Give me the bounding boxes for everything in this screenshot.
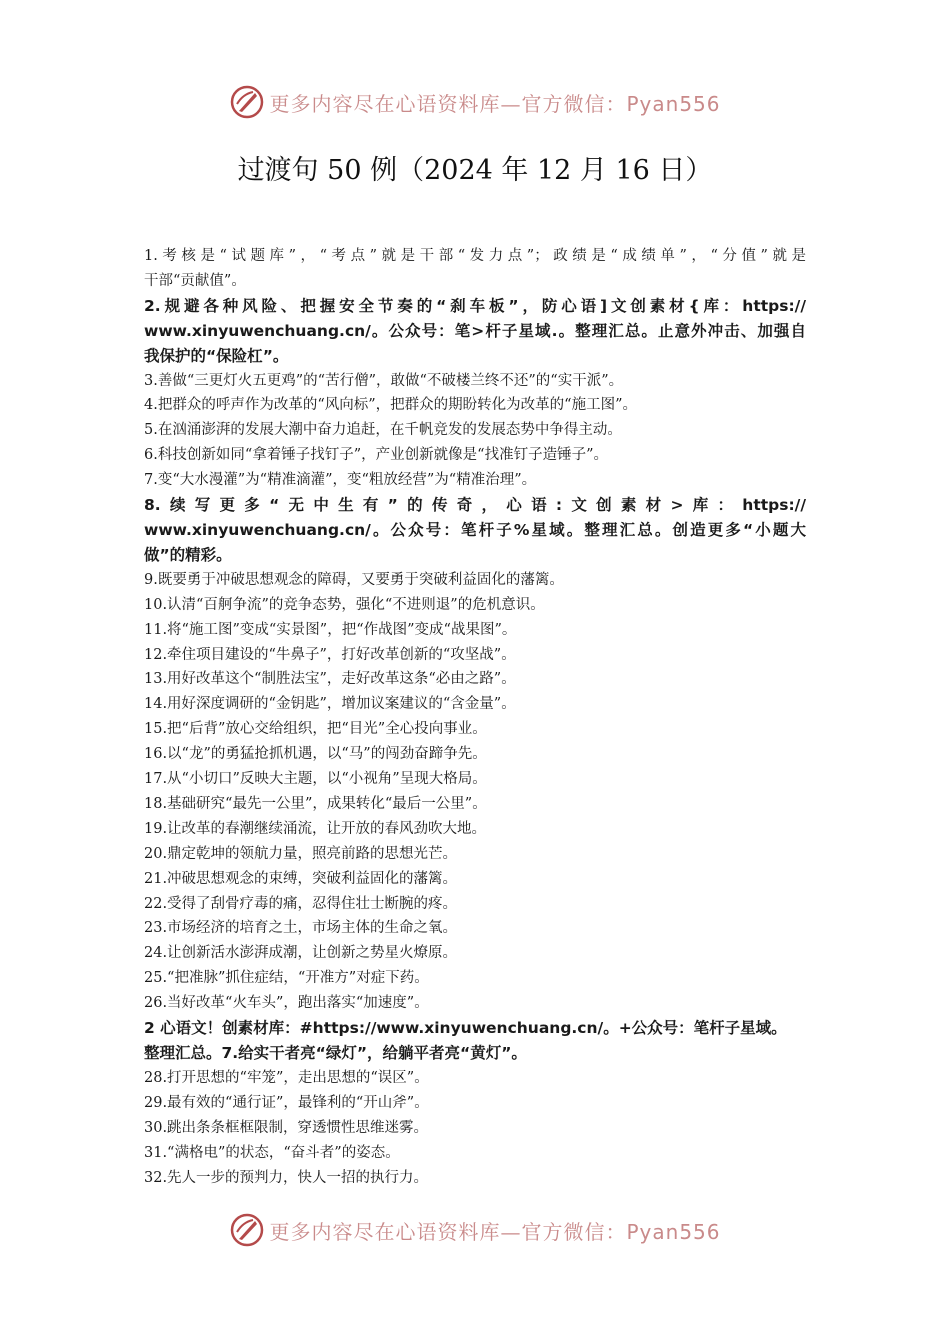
text-line: 11.将“施工图”变成“实景图”，把“作战图”变成“战果图”。 bbox=[144, 621, 517, 638]
text-line: 10.认清“百舸争流”的竞争态势，强化“不进则退”的危机意识。 bbox=[144, 596, 545, 613]
text-line: 8.续写更多“无中生有”的传奇，心语:文创素材>库：https:// bbox=[144, 496, 806, 515]
text-line: 5.在汹涌澎湃的发展大潮中奋力追赶，在千帆竞发的发展态势中争得主动。 bbox=[144, 422, 622, 439]
page-title: 过渡句 50 例（2024 年 12 月 16 日） bbox=[237, 155, 713, 186]
text-line: 23.市场经济的培育之土，市场主体的生命之氧。 bbox=[144, 920, 458, 937]
text-line: 2.规避各种风险、把握安全节奏的“刹车板”，防心语]文创素材{库：https:// bbox=[144, 296, 806, 315]
text-line: 2 心语文！创素材库：#https://www.xinyuwenchuang.cn/。+公众号：笔杆子星域。 bbox=[144, 1019, 787, 1038]
text-line: 32.先人一步的预判力，快人一招的执行力。 bbox=[144, 1169, 429, 1186]
document-body bbox=[144, 244, 806, 1190]
text-line: 20.鼎定乾坤的领航力量，照亮前路的思想光芒。 bbox=[144, 845, 458, 862]
footer-banner bbox=[0, 1210, 950, 1250]
text-line: 21.冲破思想观念的束缚，突破利益固化的藩篱。 bbox=[144, 870, 458, 887]
header-banner bbox=[0, 82, 950, 122]
text-line: 22.受得了刮骨疗毒的痛，忍得住壮士断腕的疼。 bbox=[144, 895, 458, 912]
text-line: 15.把“后背”放心交给组织，把“目光”全心投向事业。 bbox=[144, 721, 487, 738]
text-line: 1.考核是“试题库”，“考点”就是干部“发力点”；政绩是“成绩单”，“分值”就是 bbox=[144, 248, 806, 264]
text-line: 7.变“大水漫灌”为“精准滴灌”，变“粗放经营”为“精准治理”。 bbox=[144, 472, 537, 489]
text-line: 17.从“小切口”反映大主题，以“小视角”呈现大格局。 bbox=[144, 771, 487, 788]
text-line: 25.“把准脉”抓住症结，“开准方”对症下药。 bbox=[144, 970, 429, 987]
header-banner-text: 更多内容尽在心语资料库—官方微信：Pyan556 bbox=[269, 91, 721, 116]
text-line: 做”的精彩。 bbox=[144, 545, 232, 564]
text-line: 12.牵住项目建设的“牛鼻子”，打好改革创新的“攻坚战”。 bbox=[144, 646, 516, 663]
text-line: 30.跳出条条框框限制，穿透惯性思维迷雾。 bbox=[144, 1119, 429, 1136]
text-line: 我保护的“保险杠”。 bbox=[144, 346, 289, 365]
text-line: 6.科技创新如同“拿着锤子找钉子”，产业创新就像是“找准钉子造锤子”。 bbox=[144, 447, 608, 464]
text-line: 19.让改革的春潮继续涌流，让开放的春风劲吹大地。 bbox=[144, 820, 487, 837]
text-line: 9.既要勇于冲破思想观念的障碍，又要勇于突破利益固化的藩篱。 bbox=[144, 571, 564, 588]
text-line: 18.基础研究“最先一公里”，成果转化“最后一公里”。 bbox=[144, 795, 487, 812]
text-line: 整理汇总。7.给实干者亮“绿灯”，给躺平者亮“黄灯”。 bbox=[144, 1044, 527, 1062]
text-line: 4.把群众的呼声作为改革的“风向标”，把群众的期盼转化为改革的“施工图”。 bbox=[144, 397, 637, 414]
quill-logo-icon bbox=[229, 1212, 265, 1248]
text-line: 13.用好改革这个“制胜法宝”，走好改革这条“必由之路”。 bbox=[144, 671, 516, 688]
text-line: 14.用好深度调研的“金钥匙”，增加议案建议的“含金量”。 bbox=[144, 696, 516, 713]
text-line: www.xinyuwenchuang.cn/。公众号：笔杆子%星域。整理汇总。创造更多“小题大 bbox=[144, 520, 806, 539]
text-line: 28.打开思想的“牢笼”，走出思想的“误区”。 bbox=[144, 1069, 429, 1086]
text-line: 29.最有效的“通行证”，最锋利的“开山斧”。 bbox=[144, 1094, 429, 1111]
text-line: www.xinyuwenchuang.cn/。公众号：笔>杆子星域.。整理汇总。止意外冲击、加强自 bbox=[144, 321, 806, 340]
text-line: 16.以“龙”的勇猛抢抓机遇，以“马”的闯劲奋蹄争先。 bbox=[144, 746, 487, 763]
text-line: 干部“贡献值”。 bbox=[144, 272, 246, 289]
footer-banner-text: 更多内容尽在心语资料库—官方微信：Pyan556 bbox=[269, 1219, 721, 1244]
text-line: 3.善做“三更灯火五更鸡”的“苦行僧”，敢做“不破楼兰终不还”的“实干派”。 bbox=[144, 372, 624, 389]
text-line: 31.“满格电”的状态，“奋斗者”的姿态。 bbox=[144, 1144, 400, 1161]
text-line: 26.当好改革“火车头”，跑出落实“加速度”。 bbox=[144, 995, 429, 1012]
text-line: 24.让创新活水澎湃成潮，让创新之势星火燎原。 bbox=[144, 945, 458, 962]
quill-logo-icon bbox=[229, 84, 265, 120]
